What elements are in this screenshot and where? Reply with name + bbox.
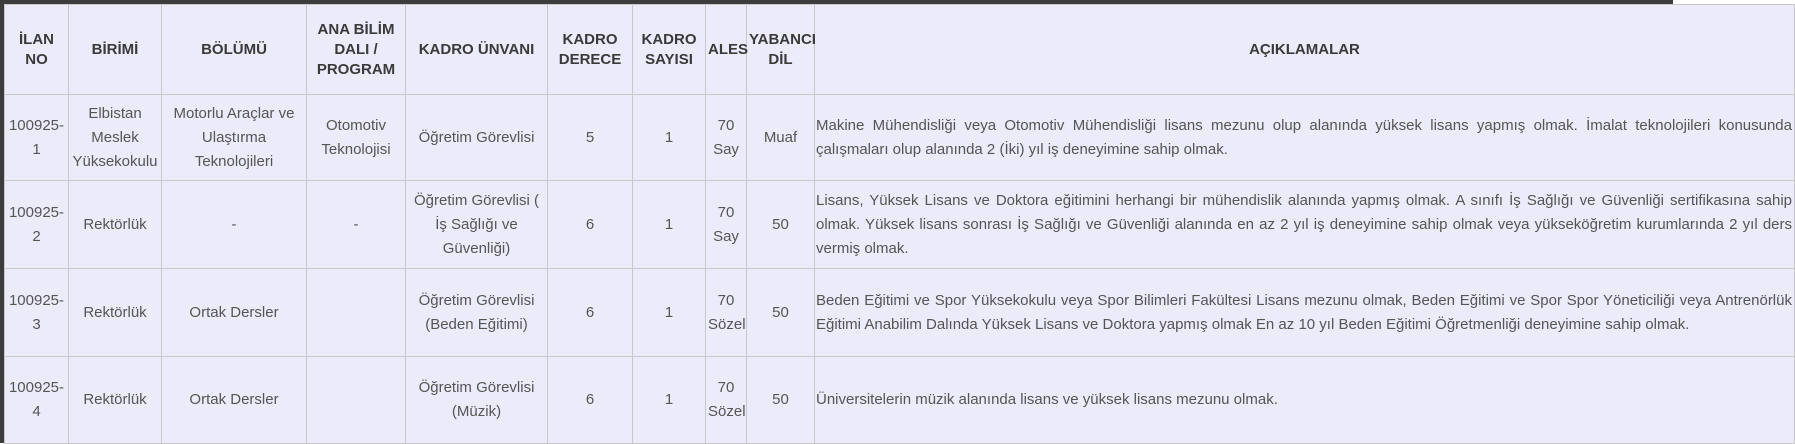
cell-ana-bilim-dali	[307, 357, 406, 444]
cell-ana-bilim-dali: Otomotiv Teknolojisi	[307, 95, 406, 181]
cell-aciklamalar: Makine Mühendisliği veya Otomotiv Mühendisliği lisans mezunu olup alanında yüksek lisans yapmış olmak. İmalat teknolojileri konusunda çalışmaları olup alanında 2 (İki) yıl iş deneyimine sahip olmak.	[815, 95, 1795, 181]
table-row	[5, 95, 1795, 181]
cell-yabanci-dil: 50	[747, 269, 815, 357]
cell-bolumu: -	[162, 181, 307, 269]
cell-kadro-sayisi: 1	[633, 269, 706, 357]
cell-birimi: Rektörlük	[69, 181, 162, 269]
header-yabanci-dil: YABANCI DİL	[747, 5, 815, 95]
cell-ales: 70 Say	[706, 181, 747, 269]
cell-yabanci-dil: Muaf	[747, 95, 815, 181]
cell-kadro-unvani: Öğretim Görevlisi (Beden Eğitimi)	[406, 269, 548, 357]
cell-ana-bilim-dali	[307, 269, 406, 357]
cell-kadro-sayisi: 1	[633, 181, 706, 269]
header-birimi: BİRİMİ	[69, 5, 162, 95]
table-row	[5, 181, 1795, 269]
cell-birimi: Elbistan Meslek Yüksekokulu	[69, 95, 162, 181]
header-aciklamalar: AÇIKLAMALAR	[815, 5, 1795, 95]
cell-kadro-unvani: Öğretim Görevlisi (Müzik)	[406, 357, 548, 444]
cell-ales: 70 Sözel	[706, 357, 747, 444]
header-ana-bilim-dali: ANA BİLİM DALI / PROGRAM	[307, 5, 406, 95]
cell-birimi: Rektörlük	[69, 269, 162, 357]
cell-kadro-sayisi: 1	[633, 95, 706, 181]
cell-kadro-unvani: Öğretim Görevlisi	[406, 95, 548, 181]
header-kadro-unvani: KADRO ÜNVANI	[406, 5, 548, 95]
table-header-row	[5, 5, 1795, 95]
header-ales: ALES	[706, 5, 747, 95]
cell-bolumu: Ortak Dersler	[162, 357, 307, 444]
cell-kadro-derece: 6	[548, 357, 633, 444]
cell-aciklamalar: Üniversitelerin müzik alanında lisans ve yüksek lisans mezunu olmak.	[815, 357, 1795, 444]
header-kadro-derece: KADRO DERECE	[548, 5, 633, 95]
header-ilan-no: İLAN NO	[5, 5, 69, 95]
cell-kadro-derece: 6	[548, 181, 633, 269]
cell-kadro-unvani: Öğretim Görevlisi ( İş Sağlığı ve Güvenliği)	[406, 181, 548, 269]
cell-ilan-no: 100925-1	[5, 95, 69, 181]
job-postings-table	[4, 4, 1795, 444]
cell-ales: 70 Sözel	[706, 269, 747, 357]
cell-bolumu: Ortak Dersler	[162, 269, 307, 357]
cell-yabanci-dil: 50	[747, 181, 815, 269]
cell-ilan-no: 100925-2	[5, 181, 69, 269]
table-row	[5, 357, 1795, 444]
header-bolumu: BÖLÜMÜ	[162, 5, 307, 95]
cell-kadro-sayisi: 1	[633, 357, 706, 444]
cell-birimi: Rektörlük	[69, 357, 162, 444]
cell-aciklamalar: Lisans, Yüksek Lisans ve Doktora eğitimini herhangi bir mühendislik alanında yapmış olmak. A sınıfı İş Sağlığı ve Güvenliği sertifikasına sahip olmak. Yüksek lisans sonrası İş Sağlığı ve Güvenliği alanında en az 2 yıl iş deneyimine sahip olmak veya yükseköğretim kurumlarında 2 yıl ders vermiş olmak.	[815, 181, 1795, 269]
cell-bolumu: Motorlu Araçlar ve Ulaştırma Teknolojileri	[162, 95, 307, 181]
cell-aciklamalar: Beden Eğitimi ve Spor Yüksekokulu veya Spor Bilimleri Fakültesi Lisans mezunu olmak, Beden Eğitimi ve Spor Spor Yöneticiliği veya Antrenörlük Eğitimi Anabilim Dalında Yüksek Lisans ve Doktora yapmış olmak En az 10 yıl Beden Eğitimi Öğretmenliği deneyimine sahip olmak.	[815, 269, 1795, 357]
header-kadro-sayisi: KADRO SAYISI	[633, 5, 706, 95]
cell-ilan-no: 100925-4	[5, 357, 69, 444]
table-row	[5, 269, 1795, 357]
cell-ales: 70 Say	[706, 95, 747, 181]
cell-kadro-derece: 5	[548, 95, 633, 181]
cell-kadro-derece: 6	[548, 269, 633, 357]
cell-yabanci-dil: 50	[747, 357, 815, 444]
cell-ana-bilim-dali: -	[307, 181, 406, 269]
cell-ilan-no: 100925-3	[5, 269, 69, 357]
